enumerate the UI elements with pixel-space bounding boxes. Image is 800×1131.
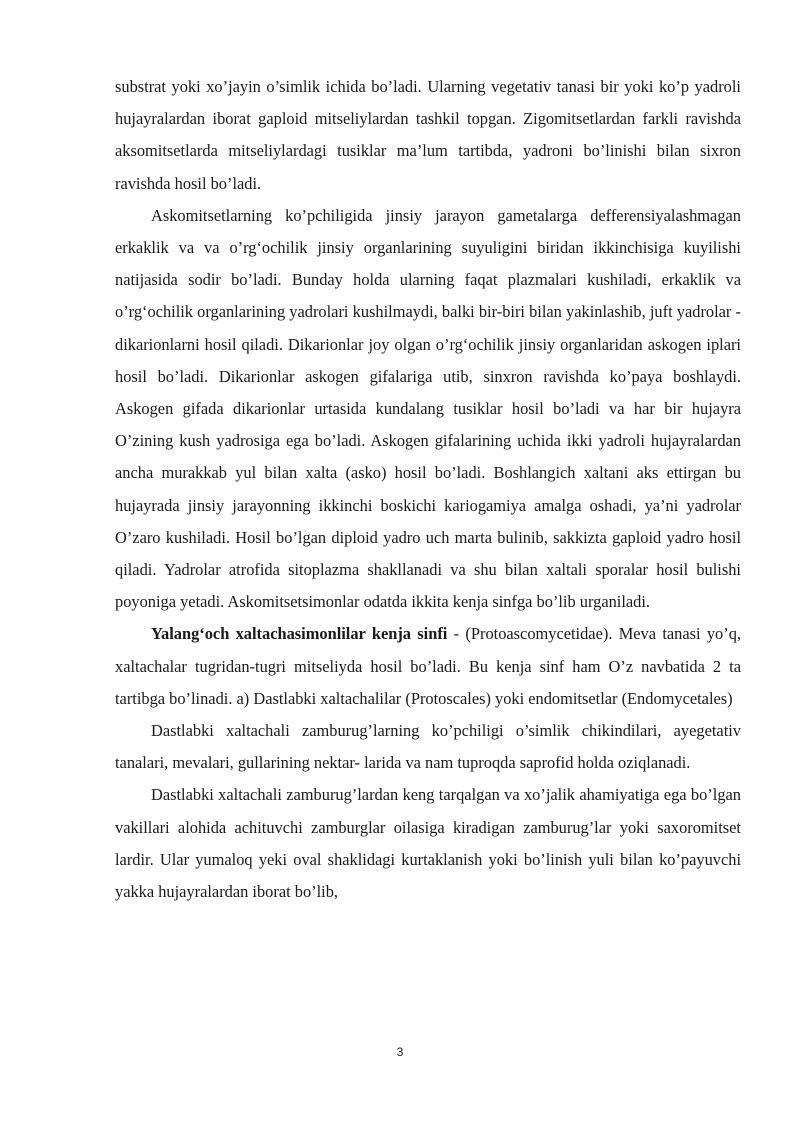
document-page <box>115 71 741 908</box>
page-number: 3 <box>396 1045 404 1059</box>
paragraph-5: Dastlabki xaltachali zamburug’lardan keng tarqalgan va xo’jalik ahamiyatiga ega bo’lgan vakillari alohida achituvchi zamburglar oilasiga kiradigan zamburug’lar yoki saxoromitset lardir. Ular yumaloq yeki oval shaklidagi kurtaklanish yoki bo’linish yuli bilan ko’payuvchi yakka hujayralardan iborat bo’lib, <box>115 785 741 902</box>
paragraph-1: substrat yoki xo’jayin o’simlik ichida bo’ladi. Ularning vegetativ tanasi bir yoki ko’p yadroli hujayralardan iborat gaploid mitseliylardan tashkil topgan. Zigomitsetlardan farkli ravishda aksomitsetlarda mitseliylardagi tusiklar ma’lum tartibda, yadroni bo’linishi bilan sixron ravishda hosil bo’ladi. <box>115 77 741 193</box>
paragraph-2: Askomitsetlarning ko’pchiligida jinsiy jarayon gametalarga defferensiyalashmagan erkaklik va va o’rg‘ochilik jinsiy organlarining suyuligini biridan ikkinchisiga kuyilishi natijasida sodir bo’ladi. Bunday holda ularning faqat plazmalari kushiladi, erkaklik va o’rg‘ochilik organlarining yadrolari kushilmaydi, balki bir-biri bilan yakinlashib, juft yadrolar - dikarionlarni hosil qiladi. Dikarionlar joy olgan o’rg‘ochilik jinsiy organlaridan askogen iplari hosil bo’ladi. Dikarionlar askogen gifalariga utib, sinxron ravishda ko’paya boshlaydi. Askogen gifada dikarionlar urtasida kundalang tusiklar hosil bo’ladi va har bir hujayra O’zining kush yadrosiga ega bo’ladi. Askogen gifalarining uchida ikki yadroli hujayralardan ancha murakkab yul bilan xalta (asko) hosil bo’ladi. Boshlangich xaltani aks ettirgan bu hujayrada jinsiy jarayonning ikkinchi boskichi kariogamiya amalga oshadi, ya’ni yadrolar O’zaro kushiladi. Hosil bo’lgan diploid yadro uch marta bulinib, sakkizta gaploid yadro hosil qiladi. Yadrolar atrofida sitoplazma shakllanadi va shu bilan xaltali sporalar hosil bulishi poyoniga yetadi. Askomitsetsimonlar odatda ikkita kenja sinfga bo’lib urganiladi. <box>115 205 741 612</box>
subclass-heading: Yalang‘och xaltachasimonlilar kenja sinfi <box>151 624 448 644</box>
paragraph-3-text: - (Protoascomycetidae). Meva tanasi yo’q, xaltachalar tugridan-tugri mitseliyda hosil bo’ladi. Bu kenja sinf ham O’z navbatida 2 ta tartibga bo’linadi. a) Dastlabki xaltachalilar (Protoscales) yoki endomitsetlar (Endomycetales) <box>115 624 741 708</box>
paragraph-3 <box>115 618 741 715</box>
paragraph-4: Dastlabki xaltachali zamburug’larning ko’pchiligi o’simlik chikindilari, ayegetativ tanalari, mevalari, gullarining nektar- larida va nam tuproqda saprofid holda oziqlanadi. <box>115 721 741 773</box>
